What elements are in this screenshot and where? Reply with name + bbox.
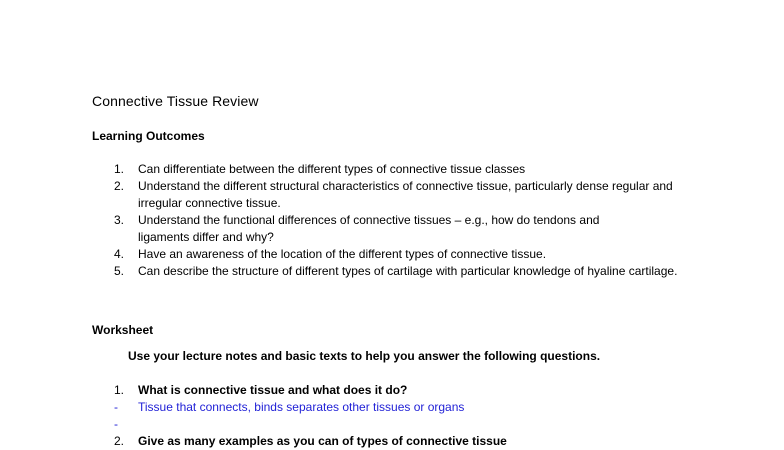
learning-outcomes-heading: Learning Outcomes [92,129,205,143]
question-number: 1. [114,383,125,397]
list-item-number: 2. [114,179,125,193]
worksheet-heading: Worksheet [92,323,154,337]
answer-bullet: - [114,400,118,414]
document-title: Connective Tissue Review [92,93,259,109]
worksheet-instruction: Use your lecture notes and basic texts to help you answer the following questions. [128,349,601,363]
list-item-number: 1. [114,162,125,176]
question-text: Give as many examples as you can of types of connective tissue [138,434,507,448]
answer-text[interactable]: Tissue that connects, binds separates other tissues or organs [138,400,465,414]
list-item-number: 4. [114,247,125,261]
list-item-text: Understand the functional differences of connective tissues – e.g., how do tendons and ligaments differ and why? [138,213,600,244]
list-item-text: Can describe the structure of different types of cartilage with particular knowledge of hyaline cartilage. [138,264,678,278]
list-item-number: 3. [114,213,125,227]
list-item-number: 5. [114,264,125,278]
list-item-text: Can differentiate between the different types of connective tissue classes [138,162,526,176]
question-text: What is connective tissue and what does it do? [138,383,408,397]
answer-bullet: - [114,417,118,431]
question-number: 2. [114,434,125,448]
list-item-text: Have an awareness of the location of the different types of connective tissue. [138,247,547,261]
list-item-text: Understand the different structural characteristics of connective tissue, particularly dense regular and irregular connective tissue. [138,179,673,210]
